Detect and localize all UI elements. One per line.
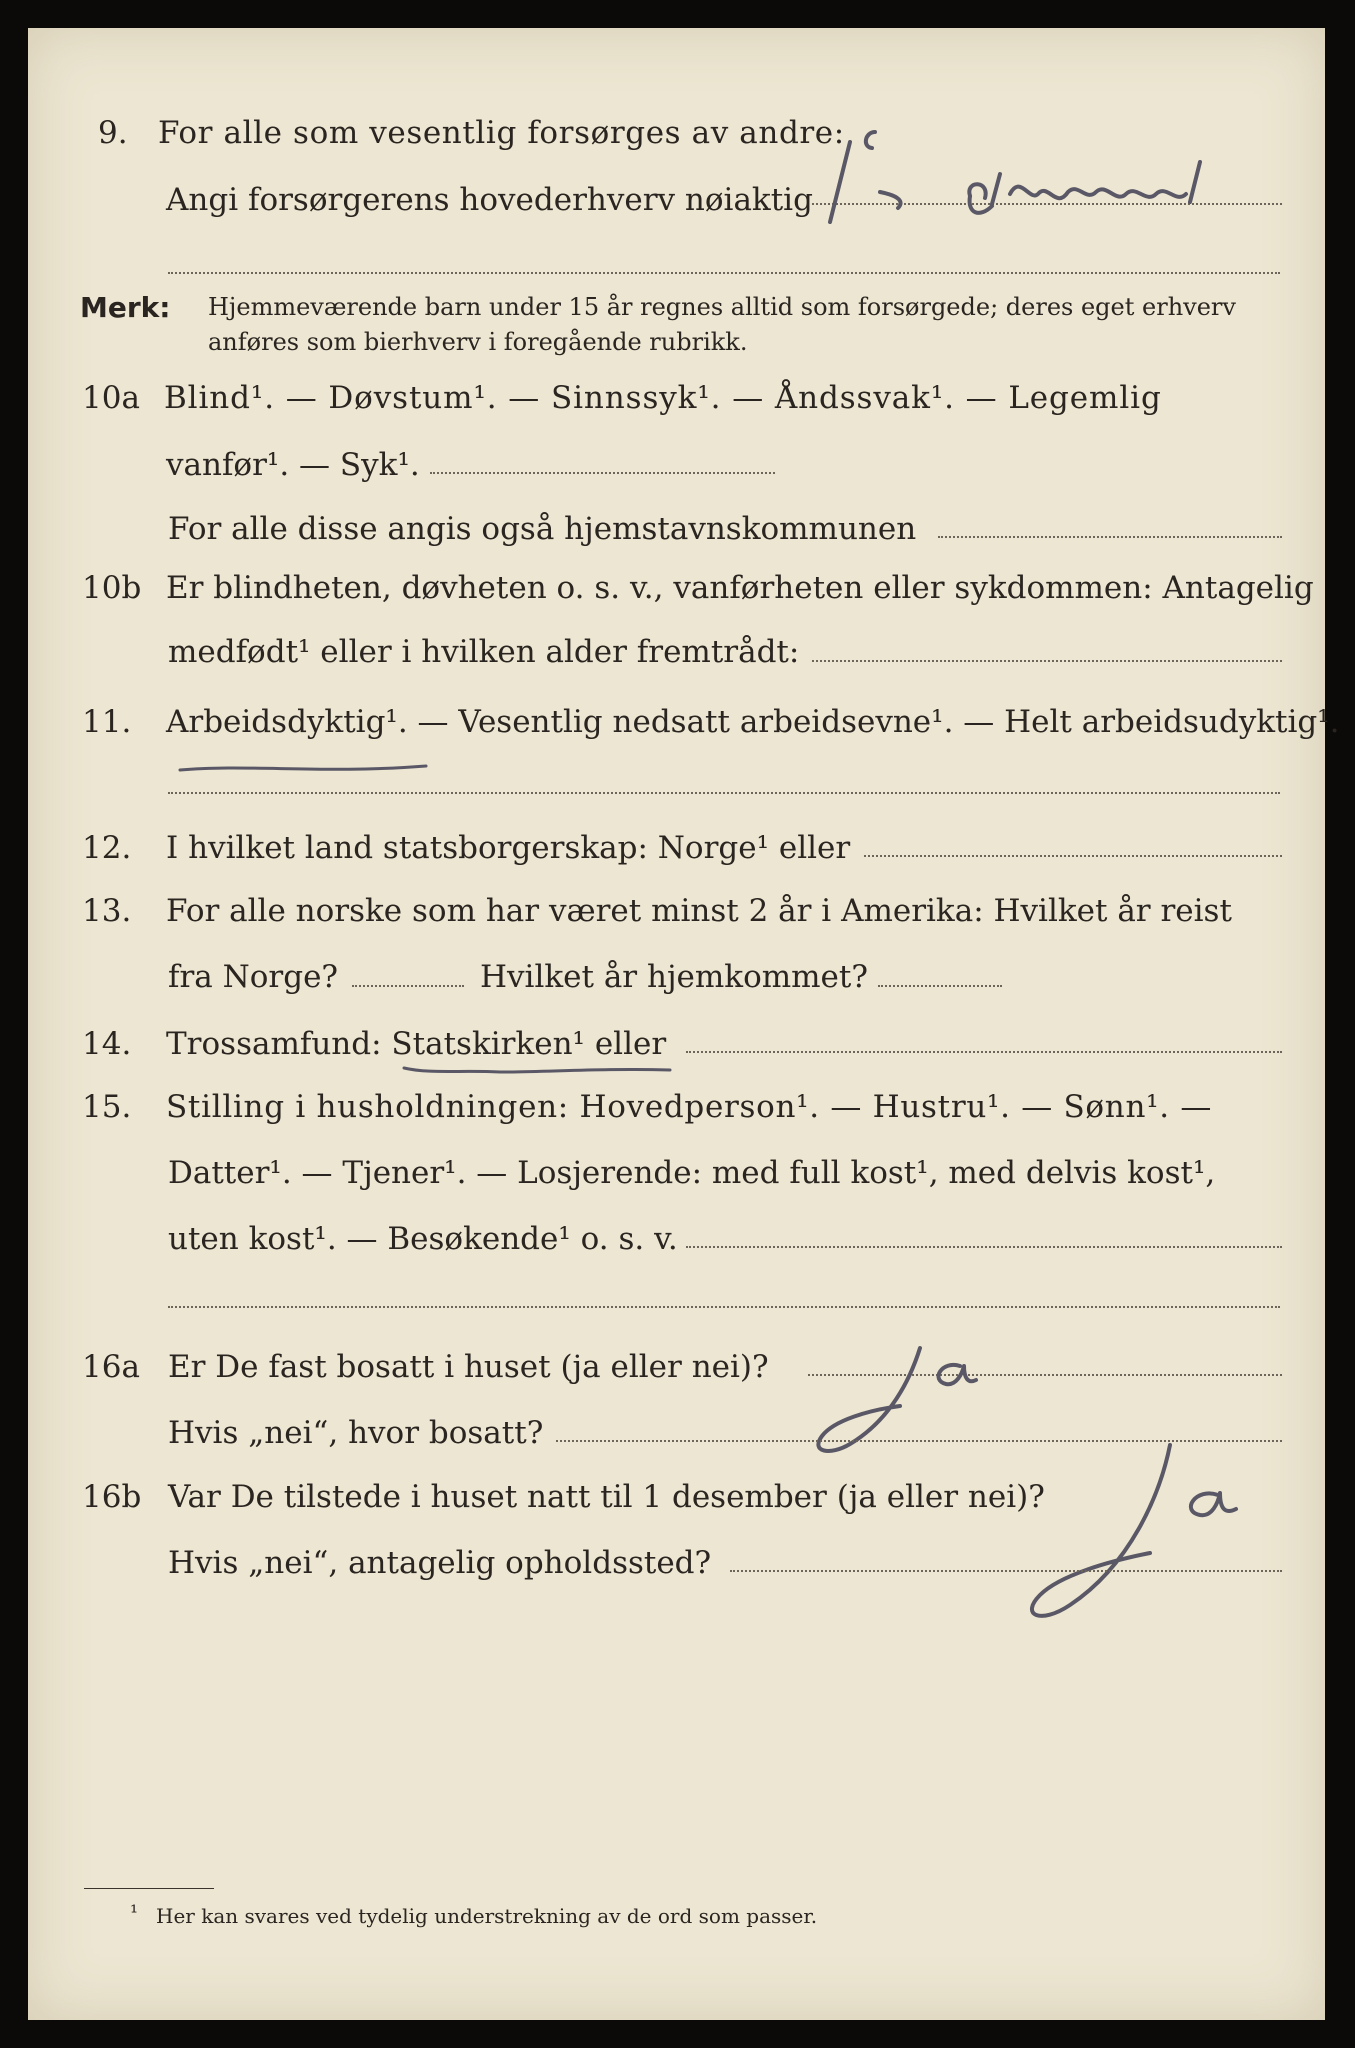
- footnote-text: Her kan svares ved tydelig understrekning av de ord som passer.: [156, 1904, 818, 1928]
- q10a-line2: vanfør¹. — Syk¹.: [166, 447, 420, 483]
- q15-answer-line: [686, 1246, 1282, 1248]
- q9-extra-line: [168, 272, 1280, 274]
- q14-underline-mark: [400, 1060, 680, 1080]
- q16b-opholdssted-line: [730, 1570, 1282, 1572]
- q13-line1: For alle norske som har været minst 2 år i Amerika: Hvilket år reist: [166, 893, 1232, 929]
- q9-number: 9.: [98, 115, 128, 151]
- q13-line2a: fra Norge?: [168, 959, 339, 995]
- q11-answer-line: [168, 792, 1280, 794]
- q10a-line1: Blind¹. — Døvstum¹. — Sinnssyk¹. — Åndssvak¹. — Legemlig: [164, 380, 1162, 416]
- q15-number: 15.: [82, 1089, 132, 1125]
- q16a-line1: Er De fast bosatt i huset (ja eller nei)?: [168, 1349, 769, 1385]
- q14-answer-line: [686, 1051, 1282, 1053]
- q10a-hjemstavn-line: [938, 536, 1282, 538]
- q12-line1: I hvilket land statsborgerskap: Norge¹ eller: [166, 830, 851, 866]
- q14-number: 14.: [82, 1026, 132, 1062]
- q10a-syk-line: [430, 472, 775, 474]
- census-form-page: [28, 28, 1325, 2020]
- q14-line1: Trossamfund: Statskirken¹ eller: [166, 1026, 667, 1062]
- q9-line2: Angi forsørgerens hovederhverv nøiaktig: [166, 182, 813, 218]
- q10a-number: 10a: [82, 380, 140, 416]
- q10b-line2: medfødt¹ eller i hvilken alder fremtrådt:: [168, 634, 800, 670]
- q11-line1: Arbeidsdyktig¹. — Vesentlig nedsatt arbeidsevne¹. — Helt arbeidsudyktig¹.: [166, 704, 1340, 740]
- q16b-handwritten-answer: [970, 1435, 1270, 1635]
- q11-underline-mark: [176, 760, 436, 776]
- q16b-line2: Hvis „nei“, antagelig opholdssted?: [168, 1545, 712, 1581]
- footnote-marker: ¹: [130, 1900, 139, 1924]
- merk-line1: Hjemmeværende barn under 15 år regnes alltid som forsørgede; deres eget erhverv: [208, 293, 1236, 321]
- q16a-number: 16a: [82, 1349, 140, 1385]
- q10a-line3: For alle disse angis også hjemstavnskommunen: [168, 511, 917, 547]
- q16b-line1: Var De tilstede i huset natt til 1 desember (ja eller nei)?: [168, 1479, 1045, 1515]
- q12-answer-line: [864, 855, 1282, 857]
- q11-number: 11.: [82, 704, 132, 740]
- q10b-answer-line: [812, 660, 1282, 662]
- q15-line1: Stilling i husholdningen: Hovedperson¹. — Hustru¹. — Sønn¹. —: [166, 1089, 1213, 1125]
- q13-number: 13.: [82, 893, 132, 929]
- q16b-number: 16b: [82, 1479, 142, 1515]
- q10b-line1: Er blindheten, døvheten o. s. v., vanførheten eller sykdommen: Antagelig: [166, 570, 1314, 606]
- q12-number: 12.: [82, 830, 132, 866]
- q9-handwritten-answer: [820, 122, 1240, 232]
- q15-extra-line: [168, 1306, 1280, 1308]
- q13-hjemkommet-line: [878, 985, 1002, 987]
- merk-label: Merk:: [80, 291, 171, 324]
- merk-line2: anføres som bierhverv i foregående rubrikk.: [208, 328, 748, 356]
- q15-line3: uten kost¹. — Besøkende¹ o. s. v.: [168, 1221, 678, 1257]
- q16a-line2: Hvis „nei“, hvor bosatt?: [168, 1415, 544, 1451]
- q13-line2b: Hvilket år hjemkommet?: [480, 959, 868, 995]
- q9-line1: For alle som vesentlig forsørges av andre:: [158, 115, 845, 151]
- q10b-number: 10b: [82, 570, 142, 606]
- q15-line2: Datter¹. — Tjener¹. — Losjerende: med full kost¹, med delvis kost¹,: [168, 1155, 1216, 1191]
- footnote-rule: [84, 1888, 214, 1889]
- q13-reist-line: [352, 985, 464, 987]
